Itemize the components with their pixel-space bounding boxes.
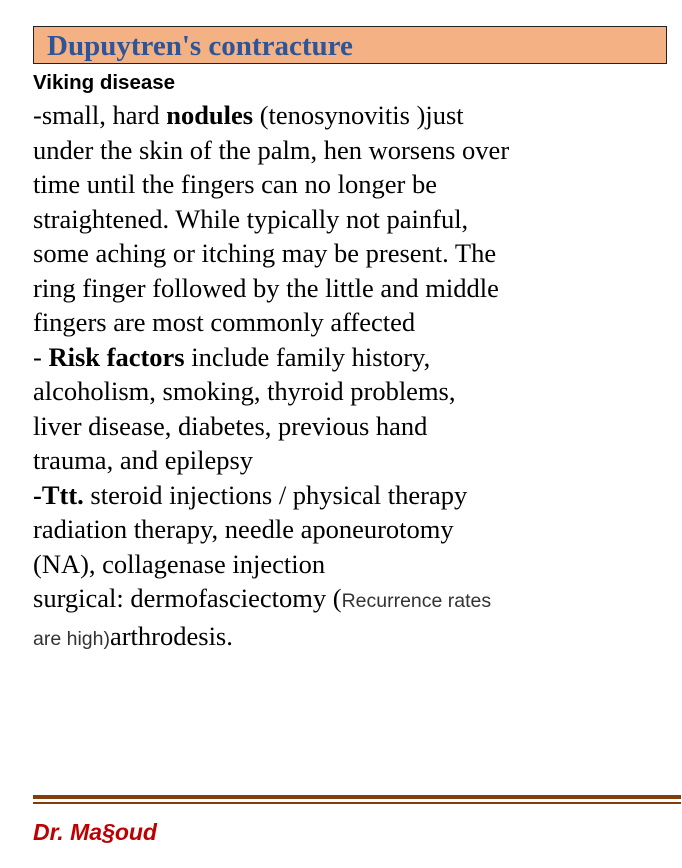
- text-run: steroid injections / physical therapy: [83, 479, 468, 510]
- body-line: straightened. While typically not painful,: [33, 203, 469, 234]
- treatment-line: [33, 478, 673, 513]
- bold-term-risk-factors: Risk factors: [48, 341, 185, 372]
- body-line: alcoholism, smoking, thyroid problems,: [33, 376, 456, 406]
- body-line: radiation therapy, needle aponeurotomy: [33, 514, 454, 544]
- body-line: trauma, and epilepsy: [33, 445, 254, 475]
- body-line: ring finger followed by the little and middle: [33, 272, 499, 303]
- recurrence-note: are high): [33, 627, 110, 650]
- footer-divider-thick: [33, 795, 681, 799]
- text-run: (tenosynovitis )just: [253, 100, 464, 130]
- recurrence-note: Recurrence rates: [341, 590, 492, 612]
- body-line: (NA), collagenase injection: [33, 548, 326, 579]
- body-line: time until the fingers can no longer be: [33, 169, 438, 199]
- surgical-line-cont: [33, 619, 673, 657]
- body-line: liver disease, diabetes, previous hand: [33, 410, 428, 441]
- text-run: -small, hard: [33, 100, 167, 130]
- bold-term-nodules: nodules: [166, 100, 254, 130]
- body-text: [33, 98, 673, 656]
- body-line: fingers are most commonly affected: [33, 307, 416, 337]
- subtitle: Viking disease: [33, 71, 176, 94]
- document-title: Dupuytren's contracture: [47, 30, 353, 62]
- title-banner: [33, 26, 667, 64]
- body-line: under the skin of the palm, hen worsens over: [33, 134, 510, 165]
- text-run: -: [33, 341, 49, 372]
- text-run: surgical: dermofasciectomy (: [33, 583, 342, 613]
- text-run: arthrodesis.: [109, 620, 233, 651]
- body-line: some aching or itching may be present. The: [33, 238, 497, 268]
- footer-divider-thin: [33, 802, 681, 804]
- risk-line: [33, 340, 673, 375]
- author-signature: Dr. Ma§oud: [33, 819, 157, 845]
- text-run: include family history,: [184, 341, 431, 372]
- body-line: [33, 98, 673, 133]
- bold-term-ttt: -Ttt.: [33, 479, 84, 510]
- surgical-line: [33, 581, 673, 619]
